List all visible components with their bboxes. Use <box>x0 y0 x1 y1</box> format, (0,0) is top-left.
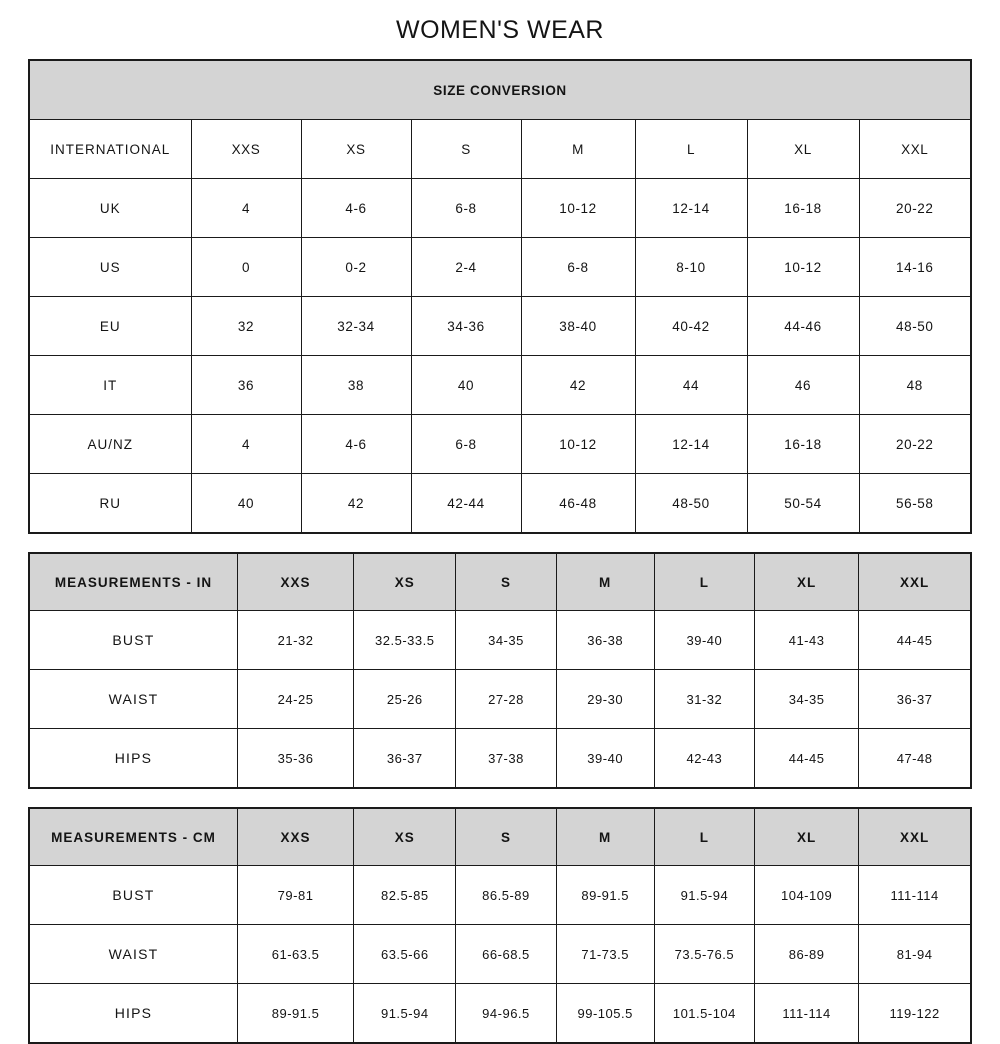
cell: 44-45 <box>859 611 971 670</box>
table-row <box>29 611 971 670</box>
table-row <box>29 866 971 925</box>
column-header-xxs: XXS <box>237 553 353 611</box>
row-label: WAIST <box>29 670 237 729</box>
size-conversion-banner: SIZE CONVERSION <box>29 60 971 120</box>
cell: 0 <box>191 238 301 297</box>
cell: 40 <box>411 356 521 415</box>
cell: 10-12 <box>521 415 635 474</box>
column-header-xxl: XXL <box>859 553 971 611</box>
cell: 66-68.5 <box>456 925 556 984</box>
column-header-xl: XL <box>747 120 859 179</box>
cell: 12-14 <box>635 415 747 474</box>
cell: 27-28 <box>456 670 556 729</box>
row-label: HIPS <box>29 984 237 1044</box>
cell: 6-8 <box>521 238 635 297</box>
cell: 12-14 <box>635 179 747 238</box>
cell: 89-91.5 <box>556 866 654 925</box>
row-label: AU/NZ <box>29 415 191 474</box>
column-header-l: L <box>654 553 754 611</box>
column-header-s: S <box>411 120 521 179</box>
cell: 2-4 <box>411 238 521 297</box>
cell: 91.5-94 <box>654 866 754 925</box>
cell: 39-40 <box>654 611 754 670</box>
column-header-s: S <box>456 808 556 866</box>
row-label: BUST <box>29 866 237 925</box>
column-header-xs: XS <box>354 553 456 611</box>
measurements-cm-table <box>28 807 972 1044</box>
cell: 25-26 <box>354 670 456 729</box>
row-label: US <box>29 238 191 297</box>
cell: 34-35 <box>456 611 556 670</box>
column-header-measurements-cm: MEASUREMENTS - CM <box>29 808 237 866</box>
column-header-xxl: XXL <box>859 808 971 866</box>
cell: 82.5-85 <box>354 866 456 925</box>
cell: 86-89 <box>754 925 858 984</box>
cell: 10-12 <box>521 179 635 238</box>
column-header-l: L <box>635 120 747 179</box>
cell: 4-6 <box>301 415 411 474</box>
cell: 10-12 <box>747 238 859 297</box>
cell: 20-22 <box>859 179 971 238</box>
row-label: UK <box>29 179 191 238</box>
table-row <box>29 415 971 474</box>
page-title: WOMEN'S WEAR <box>396 16 604 44</box>
table-row <box>29 179 971 238</box>
cell: 101.5-104 <box>654 984 754 1044</box>
cell: 44-46 <box>747 297 859 356</box>
cell: 111-114 <box>754 984 858 1044</box>
cell: 36-37 <box>354 729 456 789</box>
cell: 50-54 <box>747 474 859 534</box>
row-label: RU <box>29 474 191 534</box>
cell: 47-48 <box>859 729 971 789</box>
table-row <box>29 297 971 356</box>
cell: 41-43 <box>754 611 858 670</box>
column-header-international: INTERNATIONAL <box>29 120 191 179</box>
cell: 20-22 <box>859 415 971 474</box>
cell: 79-81 <box>237 866 353 925</box>
row-label: WAIST <box>29 925 237 984</box>
cell: 61-63.5 <box>237 925 353 984</box>
cell: 99-105.5 <box>556 984 654 1044</box>
column-header-s: S <box>456 553 556 611</box>
table-row <box>29 238 971 297</box>
column-header-xl: XL <box>754 808 858 866</box>
column-header-m: M <box>556 553 654 611</box>
cell: 40 <box>191 474 301 534</box>
cell: 21-32 <box>237 611 353 670</box>
table-row <box>29 670 971 729</box>
cell: 48-50 <box>635 474 747 534</box>
table-row <box>29 356 971 415</box>
table-header-row <box>29 553 971 611</box>
cell: 16-18 <box>747 415 859 474</box>
column-header-xs: XS <box>301 120 411 179</box>
cell: 4 <box>191 179 301 238</box>
row-label: EU <box>29 297 191 356</box>
column-header-m: M <box>556 808 654 866</box>
cell: 36-38 <box>556 611 654 670</box>
size-conversion-table <box>28 59 972 534</box>
row-label: IT <box>29 356 191 415</box>
cell: 73.5-76.5 <box>654 925 754 984</box>
cell: 24-25 <box>237 670 353 729</box>
cell: 91.5-94 <box>354 984 456 1044</box>
column-header-xs: XS <box>354 808 456 866</box>
cell: 86.5-89 <box>456 866 556 925</box>
cell: 6-8 <box>411 179 521 238</box>
table-gap <box>28 534 972 552</box>
cell: 39-40 <box>556 729 654 789</box>
cell: 16-18 <box>747 179 859 238</box>
cell: 36-37 <box>859 670 971 729</box>
column-header-m: M <box>521 120 635 179</box>
cell: 42 <box>521 356 635 415</box>
cell: 38-40 <box>521 297 635 356</box>
cell: 6-8 <box>411 415 521 474</box>
table-header-row <box>29 808 971 866</box>
cell: 71-73.5 <box>556 925 654 984</box>
cell: 104-109 <box>754 866 858 925</box>
cell: 4 <box>191 415 301 474</box>
cell: 42-44 <box>411 474 521 534</box>
cell: 46-48 <box>521 474 635 534</box>
table-row <box>29 729 971 789</box>
cell: 38 <box>301 356 411 415</box>
column-header-xxs: XXS <box>237 808 353 866</box>
cell: 31-32 <box>654 670 754 729</box>
cell: 36 <box>191 356 301 415</box>
column-header-measurements-in: MEASUREMENTS - IN <box>29 553 237 611</box>
cell: 44-45 <box>754 729 858 789</box>
cell: 46 <box>747 356 859 415</box>
table-banner-row <box>29 60 971 120</box>
table-row <box>29 984 971 1044</box>
measurements-inches-table <box>28 552 972 789</box>
row-label: HIPS <box>29 729 237 789</box>
cell: 111-114 <box>859 866 971 925</box>
cell: 40-42 <box>635 297 747 356</box>
cell: 42-43 <box>654 729 754 789</box>
cell: 63.5-66 <box>354 925 456 984</box>
column-header-xl: XL <box>754 553 858 611</box>
row-label: BUST <box>29 611 237 670</box>
cell: 94-96.5 <box>456 984 556 1044</box>
cell: 48 <box>859 356 971 415</box>
cell: 32-34 <box>301 297 411 356</box>
cell: 14-16 <box>859 238 971 297</box>
cell: 81-94 <box>859 925 971 984</box>
column-header-xxl: XXL <box>859 120 971 179</box>
cell: 34-35 <box>754 670 858 729</box>
table-row <box>29 925 971 984</box>
cell: 29-30 <box>556 670 654 729</box>
table-header-row <box>29 120 971 179</box>
cell: 42 <box>301 474 411 534</box>
cell: 119-122 <box>859 984 971 1044</box>
cell: 32 <box>191 297 301 356</box>
cell: 89-91.5 <box>237 984 353 1044</box>
cell: 8-10 <box>635 238 747 297</box>
column-header-l: L <box>654 808 754 866</box>
cell: 44 <box>635 356 747 415</box>
table-row <box>29 474 971 534</box>
cell: 37-38 <box>456 729 556 789</box>
cell: 48-50 <box>859 297 971 356</box>
cell: 56-58 <box>859 474 971 534</box>
cell: 34-36 <box>411 297 521 356</box>
cell: 35-36 <box>237 729 353 789</box>
cell: 4-6 <box>301 179 411 238</box>
cell: 0-2 <box>301 238 411 297</box>
cell: 32.5-33.5 <box>354 611 456 670</box>
table-gap <box>28 789 972 807</box>
column-header-xxs: XXS <box>191 120 301 179</box>
